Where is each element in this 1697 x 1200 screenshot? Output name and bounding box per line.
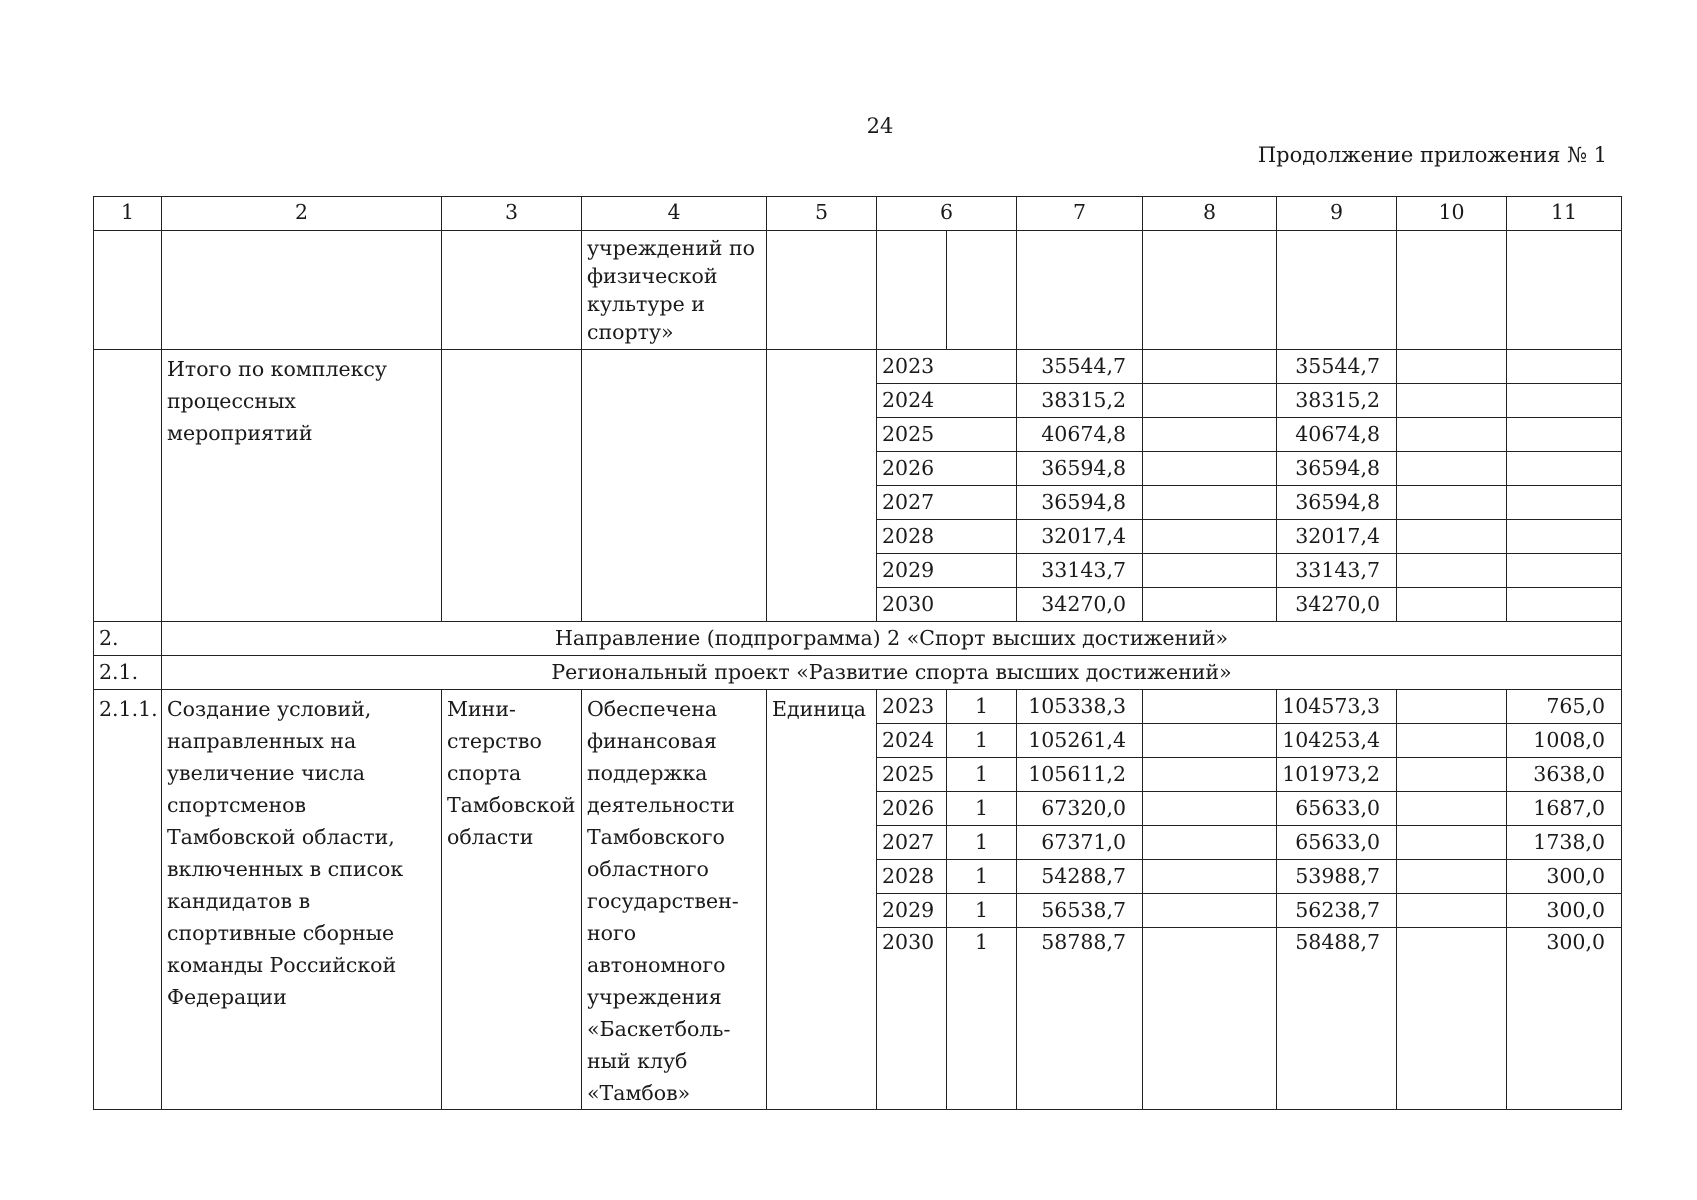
amount-cell: 1687,0 bbox=[1507, 792, 1622, 826]
amount-cell: 35544,7 bbox=[1277, 350, 1397, 384]
count-cell: 1 bbox=[947, 894, 1017, 928]
header-cell: 5 bbox=[767, 197, 877, 231]
year-cell: 2023 bbox=[877, 350, 1017, 384]
amount-cell: 54288,7 bbox=[1017, 860, 1143, 894]
amount-cell: 34270,0 bbox=[1017, 588, 1143, 622]
amount-cell: 38315,2 bbox=[1277, 384, 1397, 418]
item-name: Создание условий, направленных на увеличение числа спортсменов Тамбовской области, включенных в список кандидатов в спортивные сборные команды Российской Федерации bbox=[162, 690, 442, 1110]
year-cell: 2029 bbox=[877, 554, 1017, 588]
amount-cell: 35544,7 bbox=[1017, 350, 1143, 384]
amount-cell: 1738,0 bbox=[1507, 826, 1622, 860]
year-cell: 2023 bbox=[877, 690, 947, 724]
item-result: Обеспечена финансовая поддержка деятельности Тамбовского областного государствен-ного автономного учреждения «Баскетболь-ный клуб «Тамбов» bbox=[582, 690, 767, 1110]
count-cell: 1 bbox=[947, 928, 1017, 1110]
section-number: 2.1. bbox=[94, 656, 162, 690]
amount-cell: 3638,0 bbox=[1507, 758, 1622, 792]
header-cell: 8 bbox=[1143, 197, 1277, 231]
amount-cell: 40674,8 bbox=[1017, 418, 1143, 452]
count-cell: 1 bbox=[947, 826, 1017, 860]
table-row bbox=[94, 690, 1622, 724]
item-unit: Единица bbox=[767, 690, 877, 1110]
amount-cell: 105338,3 bbox=[1017, 690, 1143, 724]
amount-cell: 1008,0 bbox=[1507, 724, 1622, 758]
appendix-table bbox=[93, 196, 1622, 1110]
count-cell: 1 bbox=[947, 860, 1017, 894]
result-continuation-text: учреждений по физической культуре и спорту» bbox=[582, 231, 767, 350]
amount-cell: 67320,0 bbox=[1017, 792, 1143, 826]
year-cell: 2025 bbox=[877, 418, 1017, 452]
amount-cell: 32017,4 bbox=[1017, 520, 1143, 554]
amount-cell: 56538,7 bbox=[1017, 894, 1143, 928]
continuation-row bbox=[94, 231, 1622, 350]
count-cell: 1 bbox=[947, 690, 1017, 724]
amount-cell: 67371,0 bbox=[1017, 826, 1143, 860]
year-cell: 2024 bbox=[877, 384, 1017, 418]
header-cell: 2 bbox=[162, 197, 442, 231]
year-cell: 2027 bbox=[877, 826, 947, 860]
amount-cell: 300,0 bbox=[1507, 894, 1622, 928]
section-number: 2. bbox=[94, 622, 162, 656]
appendix-note: Продолжение приложения № 1 bbox=[1257, 143, 1607, 167]
amount-cell: 58788,7 bbox=[1017, 928, 1143, 1110]
header-cell: 11 bbox=[1507, 197, 1622, 231]
amount-cell: 65633,0 bbox=[1277, 826, 1397, 860]
amount-cell: 36594,8 bbox=[1277, 452, 1397, 486]
amount-cell: 36594,8 bbox=[1277, 486, 1397, 520]
amount-cell: 65633,0 bbox=[1277, 792, 1397, 826]
count-cell: 1 bbox=[947, 758, 1017, 792]
year-cell: 2025 bbox=[877, 758, 947, 792]
amount-cell: 765,0 bbox=[1507, 690, 1622, 724]
year-cell: 2026 bbox=[877, 452, 1017, 486]
item-executor: Мини-стерство спорта Тамбовской области bbox=[442, 690, 582, 1110]
year-cell: 2030 bbox=[877, 588, 1017, 622]
section-title: Региональный проект «Развитие спорта высших достижений» bbox=[162, 656, 1622, 690]
amount-cell: 36594,8 bbox=[1017, 486, 1143, 520]
amount-cell: 56238,7 bbox=[1277, 894, 1397, 928]
amount-cell: 300,0 bbox=[1507, 860, 1622, 894]
amount-cell: 300,0 bbox=[1507, 928, 1622, 1110]
amount-cell: 32017,4 bbox=[1277, 520, 1397, 554]
table-header-row bbox=[94, 197, 1622, 231]
amount-cell: 58488,7 bbox=[1277, 928, 1397, 1110]
amount-cell: 38315,2 bbox=[1017, 384, 1143, 418]
amount-cell: 105261,4 bbox=[1017, 724, 1143, 758]
header-cell: 9 bbox=[1277, 197, 1397, 231]
page-number: 24 bbox=[866, 114, 894, 138]
header-cell: 7 bbox=[1017, 197, 1143, 231]
header-cell: 6 bbox=[877, 197, 1017, 231]
year-cell: 2028 bbox=[877, 520, 1017, 554]
year-cell: 2029 bbox=[877, 894, 947, 928]
amount-cell: 33143,7 bbox=[1017, 554, 1143, 588]
section-title: Направление (подпрограмма) 2 «Спорт высших достижений» bbox=[162, 622, 1622, 656]
year-cell: 2028 bbox=[877, 860, 947, 894]
header-cell: 1 bbox=[94, 197, 162, 231]
count-cell: 1 bbox=[947, 724, 1017, 758]
amount-cell: 40674,8 bbox=[1277, 418, 1397, 452]
header-cell: 10 bbox=[1397, 197, 1507, 231]
amount-cell: 104253,4 bbox=[1277, 724, 1397, 758]
year-cell: 2030 bbox=[877, 928, 947, 1110]
item-number: 2.1.1. bbox=[94, 690, 162, 1110]
year-cell: 2026 bbox=[877, 792, 947, 826]
section-row bbox=[94, 656, 1622, 690]
amount-cell: 53988,7 bbox=[1277, 860, 1397, 894]
year-cell: 2027 bbox=[877, 486, 1017, 520]
year-cell: 2024 bbox=[877, 724, 947, 758]
amount-cell: 101973,2 bbox=[1277, 758, 1397, 792]
header-cell: 4 bbox=[582, 197, 767, 231]
section-row bbox=[94, 622, 1622, 656]
count-cell: 1 bbox=[947, 792, 1017, 826]
amount-cell: 36594,8 bbox=[1017, 452, 1143, 486]
amount-cell: 105611,2 bbox=[1017, 758, 1143, 792]
table-row bbox=[94, 350, 1622, 384]
total-label: Итого по комплексу процессных мероприятий bbox=[162, 350, 442, 622]
amount-cell: 33143,7 bbox=[1277, 554, 1397, 588]
amount-cell: 34270,0 bbox=[1277, 588, 1397, 622]
header-cell: 3 bbox=[442, 197, 582, 231]
amount-cell: 104573,3 bbox=[1277, 690, 1397, 724]
